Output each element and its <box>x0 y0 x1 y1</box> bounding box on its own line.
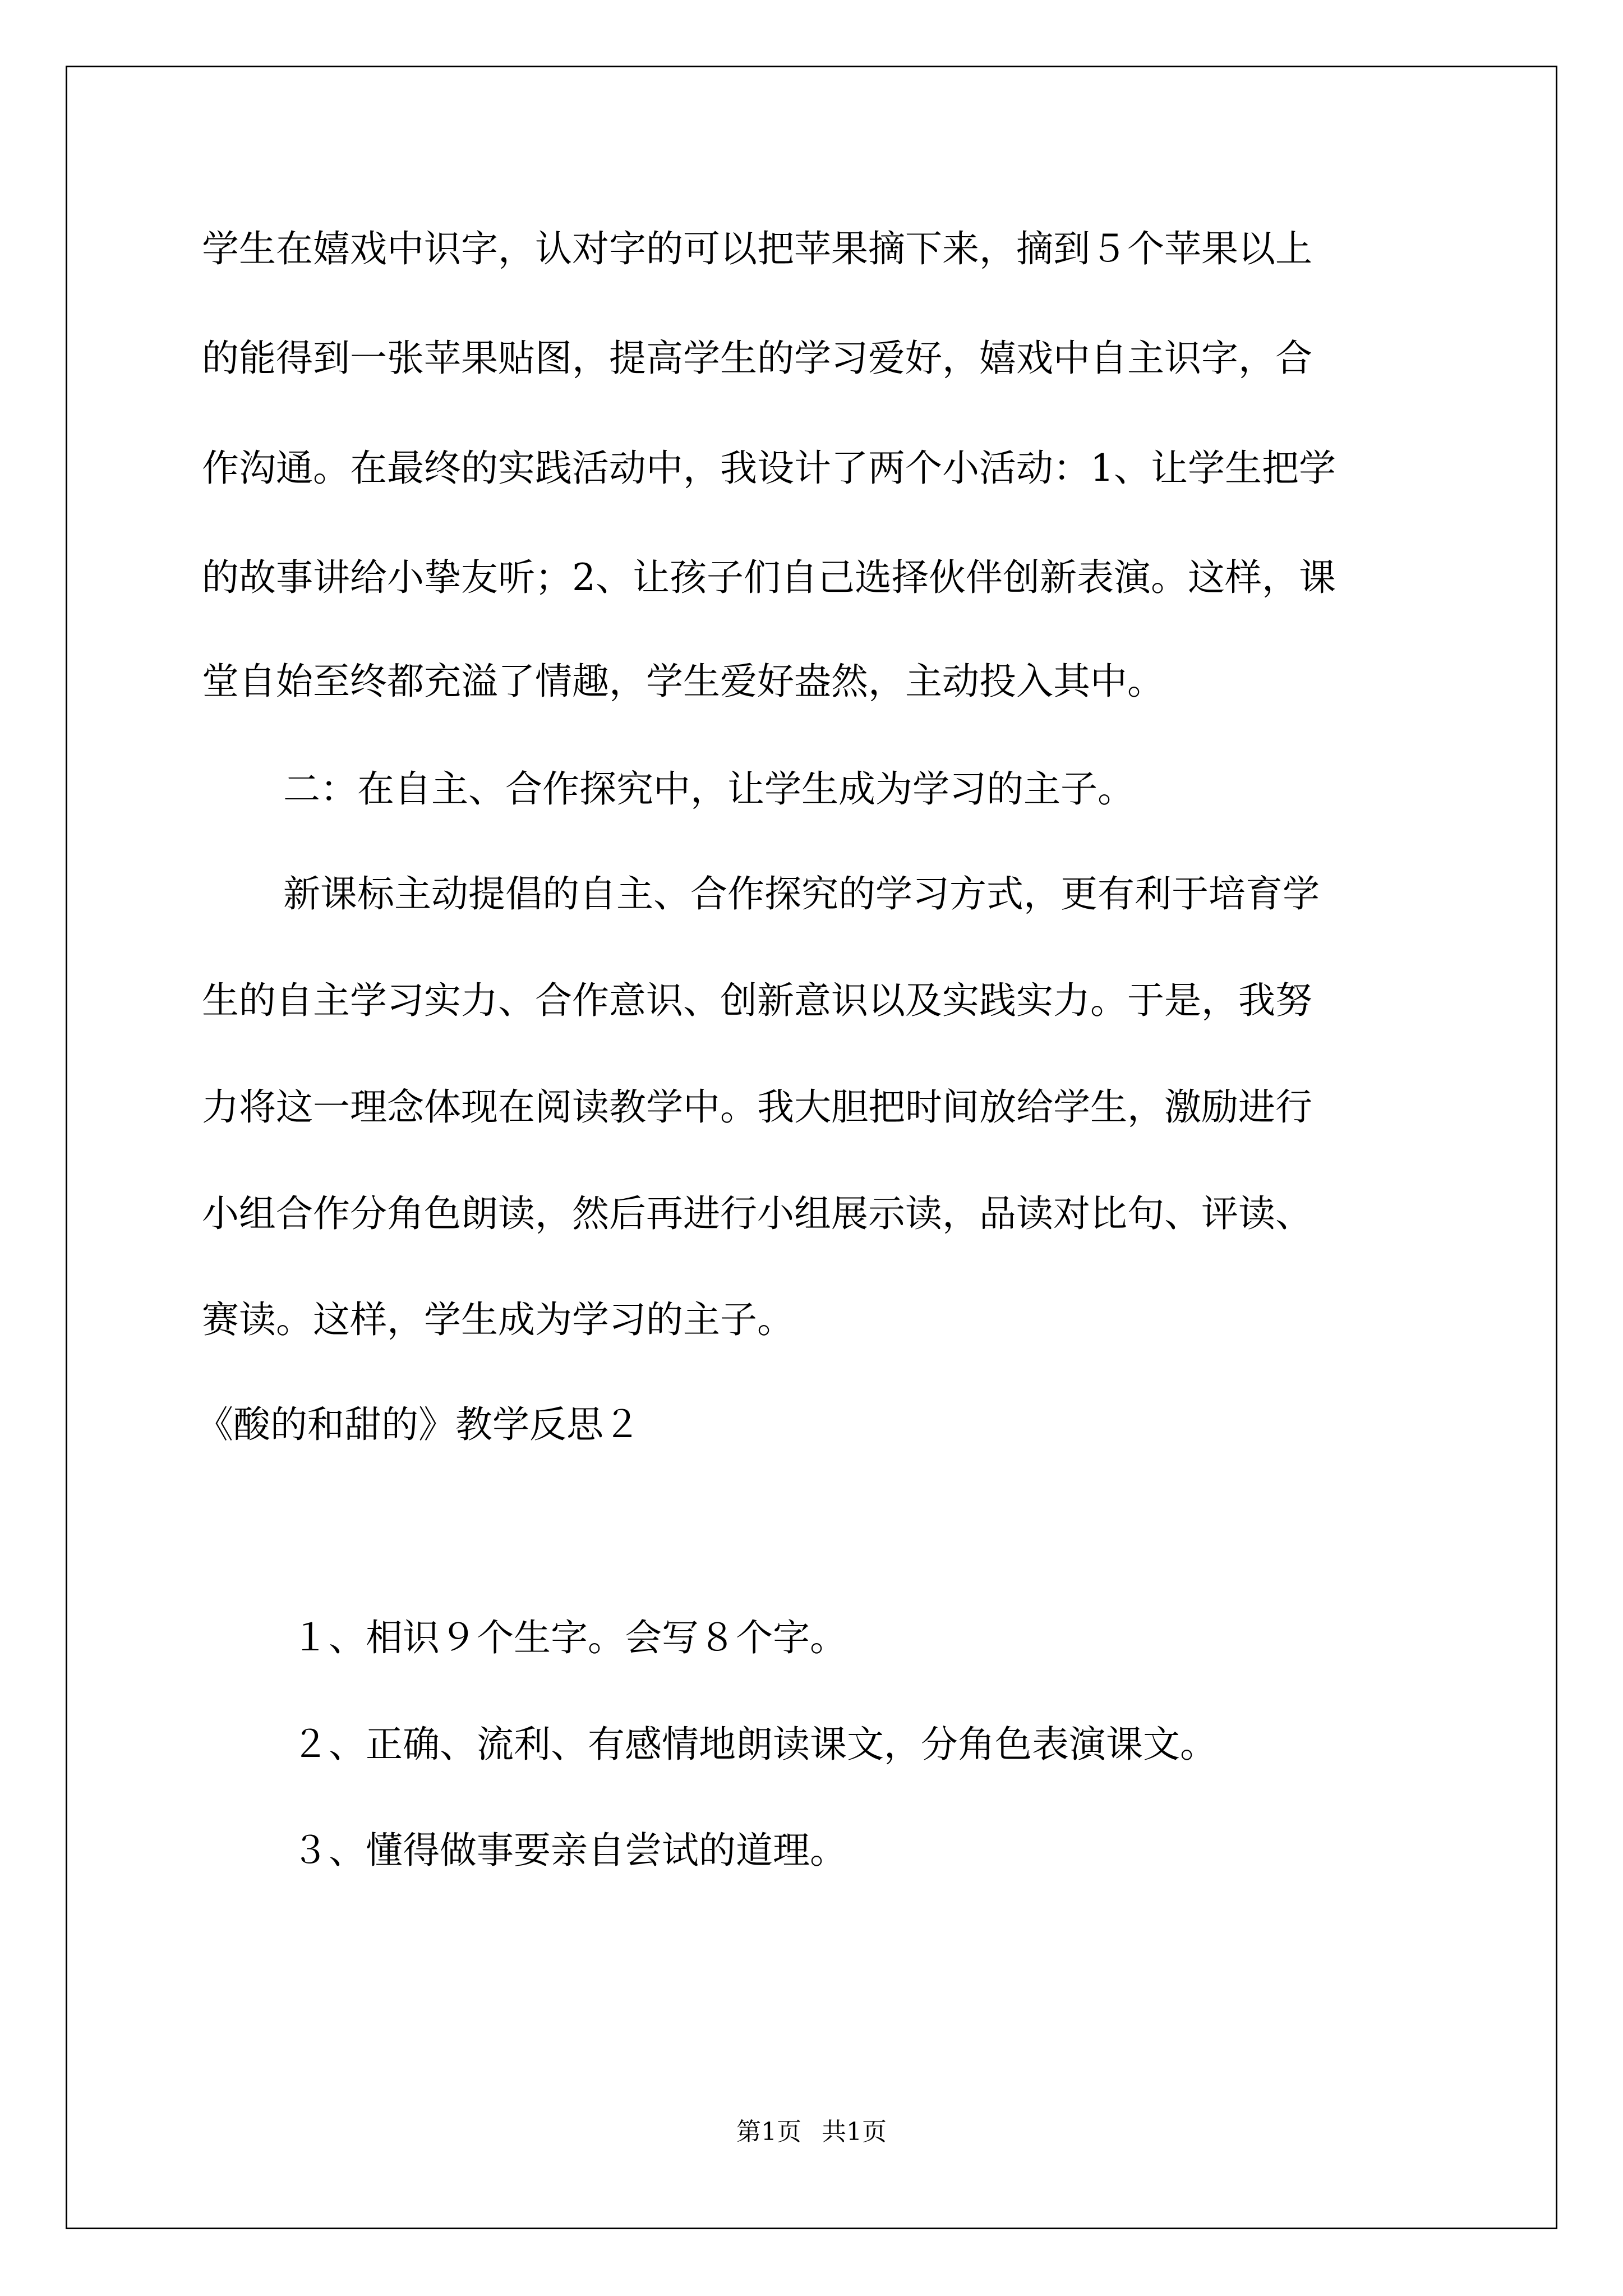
paragraph-line: 的能得到一张苹果贴图，提高学生的学习爱好，嬉戏中自主识字，合 <box>202 337 1312 380</box>
paragraph-line: 的故事讲给小挚友听；2、让孩子们自己选择伙伴创新表演。这样，课 <box>202 556 1336 599</box>
paragraph-line: 生的自主学习实力、合作意识、创新意识以及实践实力。于是，我努 <box>202 979 1312 1022</box>
paragraph-line: 小组合作分角色朗读，然后再进行小组展示读，品读对比句、评读、 <box>202 1192 1312 1235</box>
paragraph-line: 新课标主动提倡的自主、合作探究的学习方式，更有利于培育学 <box>283 872 1320 915</box>
paragraph-line: 作沟通。在最终的实践活动中，我设计了两个小活动：1、让学生把学 <box>202 447 1336 490</box>
paragraph-line: 堂自始至终都充溢了情趣，学生爱好盎然，主动投入其中。 <box>202 660 1164 703</box>
list-item: ２、正确、流利、有感情地朗读课文，分角色表演课文。 <box>292 1723 1217 1766</box>
paragraph-line: 赛读。这样，学生成为学习的主子。 <box>202 1298 794 1341</box>
list-item: ３、懂得做事要亲自尝试的道理。 <box>292 1829 847 1872</box>
section-heading: 二：在自主、合作探究中，让学生成为学习的主子。 <box>283 767 1135 811</box>
list-item: １、相识９个生字。会写８个字。 <box>292 1616 847 1659</box>
page-number: 第1页 <box>736 2118 801 2146</box>
document-title: 《酸的和甜的》教学反思２ <box>196 1403 640 1446</box>
page-border <box>66 66 1557 2229</box>
paragraph-line: 学生在嬉戏中识字，认对字的可以把苹果摘下来，摘到５个苹果以上 <box>202 227 1312 270</box>
paragraph-line: 力将这一理念体现在阅读教学中。我大胆把时间放给学生，激励进行 <box>202 1085 1312 1129</box>
page-total: 共1页 <box>822 2118 887 2146</box>
page-footer <box>0 2118 1623 2146</box>
